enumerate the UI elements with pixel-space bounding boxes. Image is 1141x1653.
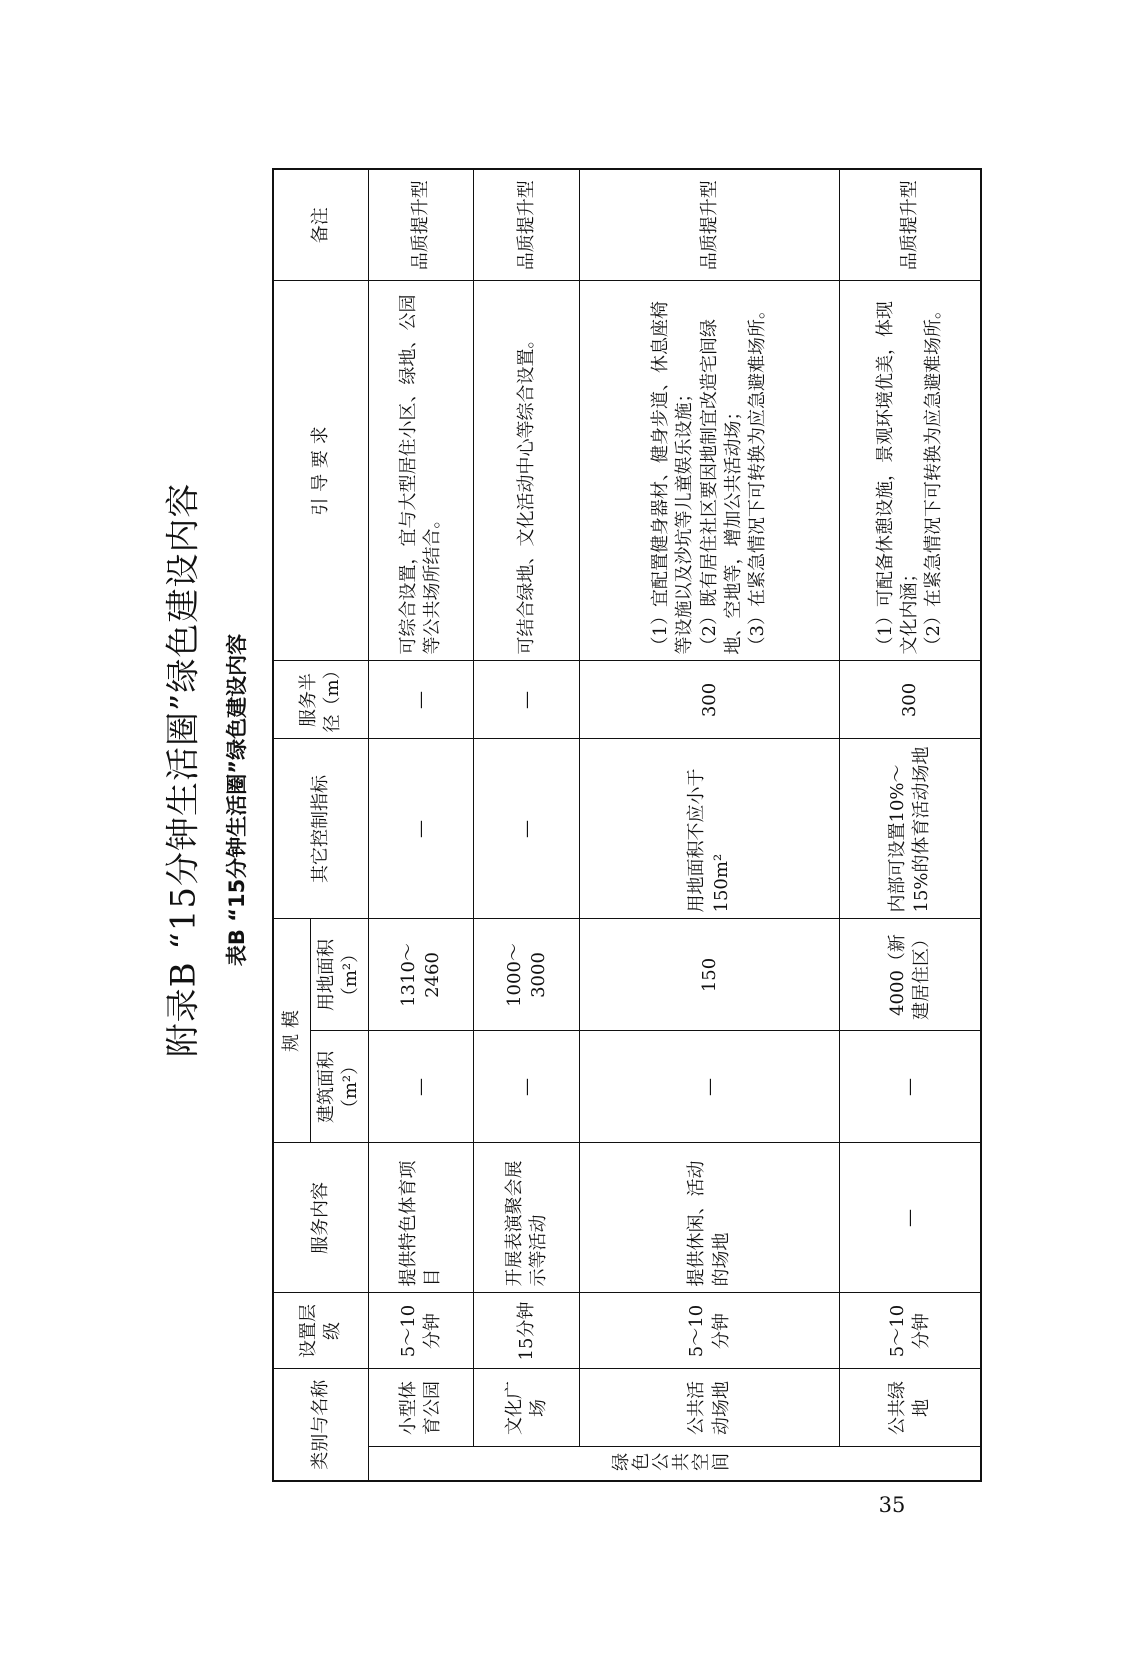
table-row (474, 169, 580, 1481)
row-requirements (368, 281, 474, 661)
requirement-line: 可综合设置，宜与大型居住小区、绿地、公园等公共场所结合。 (397, 294, 443, 655)
row-radius: 300 (580, 661, 840, 739)
header-service: 服务内容 (273, 1143, 368, 1293)
table-container (272, 170, 982, 1482)
header-category: 类别与名称 (273, 1369, 368, 1481)
row-name: 文化广场 (474, 1369, 580, 1447)
requirement-line: （1）可配备休憩设施，景观环境优美，体现文化内涵； (874, 301, 921, 655)
header-land-area: 用地面积（m²） (311, 919, 369, 1031)
header-other: 其它控制指标 (273, 739, 368, 919)
requirement-line: 可结合绿地、文化活动中心等综合设置。 (515, 330, 537, 655)
row-level: 5～10分钟 (368, 1293, 474, 1369)
header-building-area: 建筑面积（m²） (311, 1031, 369, 1143)
header-level: 设置层级 (273, 1293, 368, 1369)
header-scale: 规 模 (273, 919, 311, 1143)
row-service: — (840, 1143, 981, 1293)
row-name: 公共活动场地 (580, 1369, 840, 1447)
row-level: 15分钟 (474, 1293, 580, 1369)
green-construction-table (272, 168, 982, 1482)
requirement-line: （2）既有居住社区要因地制宜改造宅间绿地、空地等，增加公共活动场； (698, 319, 744, 655)
row-land-area: 4000（新建居住区） (840, 919, 981, 1031)
header-requirements: 引 导 要 求 (273, 281, 368, 661)
requirement-line: （3）在紧急情况下可转换为应急避难场所。 (747, 301, 769, 655)
table-caption: 表B “15分钟生活圈”绿色建设内容 (225, 633, 249, 967)
header-radius: 服务半径（m） (273, 661, 368, 739)
row-name: 小型体育公园 (368, 1369, 474, 1447)
row-service: 开展表演聚会展示等活动 (474, 1143, 580, 1293)
row-building-area: — (368, 1031, 474, 1143)
table-row (368, 169, 474, 1481)
row-level: 5～10分钟 (840, 1293, 981, 1369)
page-number: 35 (878, 1493, 906, 1517)
row-level: 5～10分钟 (580, 1293, 840, 1369)
row-other: — (368, 739, 474, 919)
row-remarks: 品质提升型 (474, 169, 580, 281)
table-row (840, 169, 981, 1481)
row-radius: — (368, 661, 474, 739)
row-other: 内部可设置10%～15%的体育活动场地 (840, 739, 981, 919)
row-building-area: — (840, 1031, 981, 1143)
row-remarks: 品质提升型 (368, 169, 474, 281)
rotated-table-frame (272, 170, 982, 1482)
row-name: 公共绿地 (840, 1369, 981, 1447)
row-other: 用地面积不应小于150m² (580, 739, 840, 919)
header-remarks: 备注 (273, 169, 368, 281)
group-label-cell (368, 1447, 981, 1481)
group-label: 绿色公共空间 (610, 1452, 731, 1474)
row-service: 提供休闲、活动的场地 (580, 1143, 840, 1293)
table-row (580, 169, 840, 1481)
row-land-area: 1000～3000 (474, 919, 580, 1031)
row-land-area: 1310～2460 (368, 919, 474, 1031)
row-radius: 300 (840, 661, 981, 739)
row-other: — (474, 739, 580, 919)
row-requirements (580, 281, 840, 661)
row-remarks: 品质提升型 (840, 169, 981, 281)
row-remarks: 品质提升型 (580, 169, 840, 281)
row-building-area: — (474, 1031, 580, 1143)
page-title: 附录B “15分钟生活圈”绿色建设内容 (163, 482, 204, 1058)
row-building-area: — (580, 1031, 840, 1143)
row-requirements (840, 281, 981, 661)
row-service: 提供特色体育项目 (368, 1143, 474, 1293)
requirement-line: （1）宜配置健身器材、健身步道、休息座椅等设施以及沙坑等儿童娱乐设施； (650, 301, 696, 655)
row-requirements (474, 281, 580, 661)
row-radius: — (474, 661, 580, 739)
requirement-line: （2）在紧急情况下可转换为应急避难场所。 (923, 301, 945, 655)
row-land-area: 150 (580, 919, 840, 1031)
